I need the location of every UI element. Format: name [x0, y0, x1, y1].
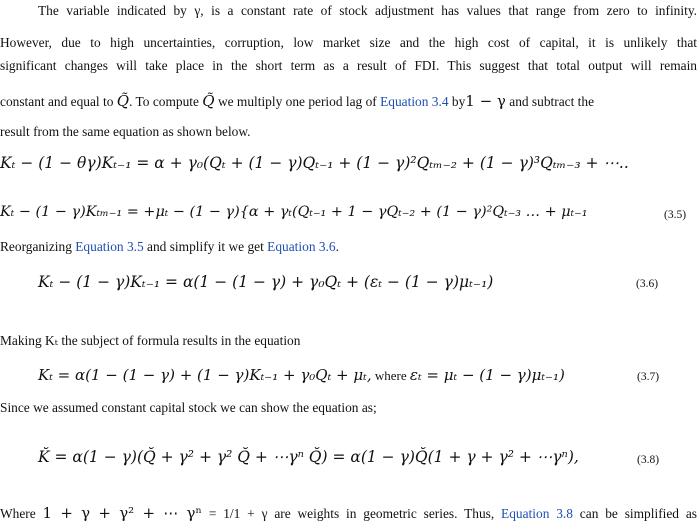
text: can be simplified as [572, 506, 697, 521]
making-line [0, 333, 300, 349]
paragraph-line-3 [0, 58, 697, 74]
text: However, due to high uncertainties, corruption, low market size and the high cost of capital, it is unlikely that [0, 35, 697, 50]
equation-number-3-7 [637, 370, 659, 384]
text: Reorganizing [0, 239, 76, 254]
equation-expression: Kₜ − (1 − θγ)Kₜ₋₁ = α + γ₀(Qₜ + (1 − γ)Qₜ₋₁ + (1 − γ)²Qₜₘ₋₂ + (1 − γ)³Qₜₘ₋₃ + ⋯.. [0, 154, 629, 172]
equation-number: (3.5) [664, 209, 687, 221]
equation-number-3-5 [664, 208, 686, 222]
equation-link[interactable]: Equation 3.8 [501, 506, 573, 521]
equation-expression: Kₜ − (1 − γ)Kₜ₋₁ = α(1 − (1 − γ) + γ₀Qₜ + (εₜ − (1 − γ)μₜ₋₁) [38, 273, 494, 291]
paragraph-line-5 [0, 124, 251, 140]
text: by [448, 94, 466, 109]
equation-number: (3.7) [637, 371, 660, 383]
equation-expression: K̆ = α(1 − γ)(Q̆ + γ² + γ² Q̆ + ⋯γⁿ Q̆) = α(1 − γ)Q̆(1 + γ + γ² + ⋯γⁿ), [38, 448, 579, 466]
equation-expression: Kₜ = α(1 − (1 − γ) + (1 − γ)Kₜ₋₁ + γ₀Qₜ + μₜ, [38, 366, 372, 384]
equation-3-8 [38, 447, 579, 467]
equation-link[interactable]: Equation 3.6 [267, 239, 336, 254]
reorganizing-line [0, 239, 339, 255]
equation-number-3-8 [637, 453, 659, 467]
text: constant and equal to [0, 94, 117, 109]
text: Where [0, 506, 43, 521]
equation-number: (3.6) [636, 278, 659, 290]
equation-unnumbered [0, 153, 629, 173]
text: = 1/1 + γ are weights in geometric series. Thus, [202, 506, 502, 521]
paragraph-line-4 [0, 93, 594, 110]
text: Making Kₜ the subject of formula results in the equation [0, 333, 301, 348]
math-geometric-series: 1 + γ + γ² + ⋯ γⁿ [42, 504, 202, 522]
last-line [0, 505, 697, 522]
paragraph-line-2 [0, 35, 697, 51]
text: The variable indicated by γ, is a constant rate of stock adjustment has values that range from zero to infinity. [38, 3, 697, 18]
equation-number: (3.8) [637, 454, 660, 466]
equation-3-6 [38, 272, 493, 292]
text: and simplify it we get [143, 239, 268, 254]
equation-expression: εₜ = μₜ − (1 − γ)μₜ₋₁) [409, 366, 565, 384]
math-q-tilde: Q̃ [202, 92, 215, 110]
text: Since we assumed constant capital stock we can show the equation as; [0, 400, 377, 415]
equation-link[interactable]: Equation 3.5 [75, 239, 144, 254]
paragraph-line-1 [38, 3, 697, 19]
equation-number-3-6 [636, 277, 658, 291]
text: result from the same equation as shown below. [0, 124, 251, 139]
math-one-minus-gamma: 1 − γ [465, 92, 506, 110]
since-line [0, 400, 377, 416]
text: and subtract the [505, 94, 595, 109]
text: we multiply one period lag of [214, 94, 381, 109]
text: significant changes will take place in the short term as a result of FDI. This suggest that total output will remain [0, 58, 697, 73]
text: . [335, 239, 339, 254]
text: where [371, 368, 410, 383]
equation-3-7 [38, 365, 565, 386]
equation-3-5 [0, 202, 588, 222]
equation-link[interactable]: Equation 3.4 [380, 94, 449, 109]
text: . To compute [129, 94, 203, 109]
math-q-tilde: Q̃ [116, 92, 130, 110]
equation-expression: Kₜ − (1 − γ)Kₜₘ₋₁ = +μₜ − (1 − γ){α + γₜ(Qₜ₋₁ + 1 − γQₜ₋₂ + (1 − γ)²Qₜ₋₃ … + μₜ₋₁ [0, 204, 588, 220]
